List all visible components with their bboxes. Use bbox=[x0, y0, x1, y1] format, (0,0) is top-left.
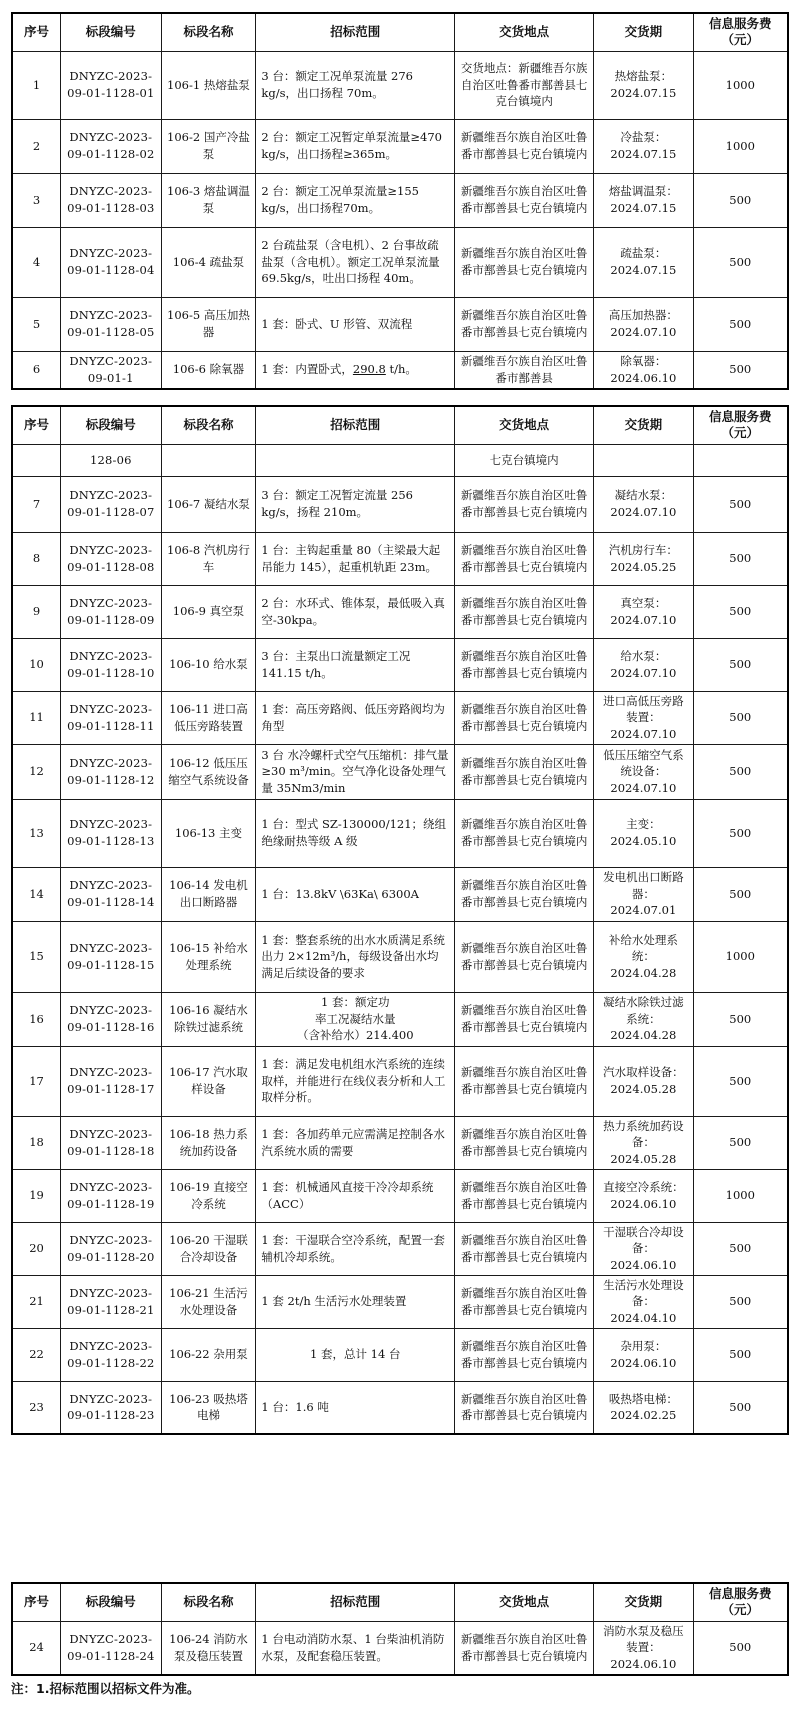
cell-fee: 500 bbox=[693, 476, 788, 532]
scope-line: 1 台电动消防水泵、1 台柴油机消防 bbox=[261, 1632, 445, 1647]
cell-no: 11 bbox=[12, 691, 61, 744]
cell-no: 19 bbox=[12, 1169, 61, 1222]
cell-code: DNYZC-2023-09-01-1128-19 bbox=[61, 1169, 161, 1222]
header-no: 序号 bbox=[12, 13, 61, 51]
header-scope: 招标范围 bbox=[256, 1583, 455, 1621]
header-code: 标段编号 bbox=[61, 406, 161, 444]
cell-name: 106-8 汽机房行车 bbox=[161, 532, 256, 585]
cell-name: 106-6 除氧器 bbox=[161, 351, 256, 389]
cell-scope: 1 台：型式 SZ-130000/121；绕组绝缘耐热等级 A 级 bbox=[256, 799, 455, 867]
cell-name: 106-3 熔盐调温泵 bbox=[161, 173, 256, 227]
cell-no: 24 bbox=[12, 1621, 61, 1675]
cell-delivery: 真空泵：2024.07.10 bbox=[594, 585, 693, 638]
table-row bbox=[12, 691, 788, 744]
cell-code: DNYZC-2023-09-01-1128-20 bbox=[61, 1222, 161, 1275]
cell-fee: 1000 bbox=[693, 1169, 788, 1222]
cell-code: DNYZC-2023-09-01-1128-16 bbox=[61, 992, 161, 1046]
header-location: 交货地点 bbox=[455, 406, 594, 444]
cell-fee: 1000 bbox=[693, 921, 788, 992]
header-delivery: 交货期 bbox=[594, 1583, 693, 1621]
cell-fee: 500 bbox=[693, 992, 788, 1046]
cell-scope: 1 套：机械通风直接干冷冷却系统（ACC） bbox=[256, 1169, 455, 1222]
cell-code: DNYZC-2023-09-01-1128-08 bbox=[61, 532, 161, 585]
cell-code: DNYZC-2023-09-01-1128-07 bbox=[61, 476, 161, 532]
cell-fee: 500 bbox=[693, 1621, 788, 1675]
cell-code: DNYZC-2023-09-01-1128-15 bbox=[61, 921, 161, 992]
cell-scope bbox=[256, 1621, 455, 1675]
scope-line: 率工况凝结水量 bbox=[315, 1011, 396, 1026]
cell-location: 新疆维吾尔族自治区吐鲁番市鄯善县七克台镇境内 bbox=[455, 297, 594, 351]
cell-name: 106-12 低压压缩空气系统设备 bbox=[161, 744, 256, 799]
cell-code: DNYZC-2023-09-01-1128-12 bbox=[61, 744, 161, 799]
cell-name: 106-7 凝结水泵 bbox=[161, 476, 256, 532]
cell-name: 106-4 疏盐泵 bbox=[161, 227, 256, 297]
table-row bbox=[12, 476, 788, 532]
cell-no: 23 bbox=[12, 1381, 61, 1434]
cell-no: 1 bbox=[12, 51, 61, 119]
cell-no: 3 bbox=[12, 173, 61, 227]
table-row bbox=[12, 1328, 788, 1381]
cell-no: 18 bbox=[12, 1116, 61, 1169]
cell-code: DNYZC-2023-09-01-1128-11 bbox=[61, 691, 161, 744]
cell-code: DNYZC-2023-09-01-1128-04 bbox=[61, 227, 161, 297]
table-row bbox=[12, 867, 788, 921]
cell-location: 新疆维吾尔族自治区吐鲁番市鄯善县七克台镇境内 bbox=[455, 1621, 594, 1675]
cell-code: 128-06 bbox=[61, 444, 161, 476]
cell-scope: 3 台：额定工况暂定流量 256 kg/s，扬程 210m。 bbox=[256, 476, 455, 532]
cell-delivery: 凝结水除铁过滤系统：2024.04.28 bbox=[594, 992, 693, 1046]
header-row bbox=[12, 13, 788, 51]
cell-fee: 500 bbox=[693, 1381, 788, 1434]
header-scope: 招标范围 bbox=[256, 406, 455, 444]
cell-location: 新疆维吾尔族自治区吐鲁番市鄯善县七克台镇境内 bbox=[455, 173, 594, 227]
cell-location: 新疆维吾尔族自治区吐鲁番市鄯善县七克台镇境内 bbox=[455, 1169, 594, 1222]
header-location: 交货地点 bbox=[455, 1583, 594, 1621]
cell-location: 新疆维吾尔族自治区吐鲁番市鄯善县七克台镇境内 bbox=[455, 1328, 594, 1381]
table-row bbox=[12, 1621, 788, 1675]
cell-code: DNYZC-2023-09-01-1128-09 bbox=[61, 585, 161, 638]
cell-delivery: 给水泵：2024.07.10 bbox=[594, 638, 693, 691]
cell-fee: 500 bbox=[693, 532, 788, 585]
cell-scope: 3 台：额定工况单泵流量 276 kg/s，出口扬程 70m。 bbox=[256, 51, 455, 119]
cell-fee: 500 bbox=[693, 691, 788, 744]
cell-location: 新疆维吾尔族自治区吐鲁番市鄯善县七克台镇境内 bbox=[455, 867, 594, 921]
cell-delivery: 疏盐泵：2024.07.15 bbox=[594, 227, 693, 297]
scope-line: （含补给水）214.400 bbox=[296, 1028, 414, 1043]
bid-table-part-3 bbox=[11, 1582, 789, 1676]
bid-table-part-1 bbox=[11, 12, 789, 390]
cell-fee: 500 bbox=[693, 799, 788, 867]
cell-code: DNYZC-2023-09-01-1128-14 bbox=[61, 867, 161, 921]
cell-location: 新疆维吾尔族自治区吐鲁番市鄯善县七克台镇境内 bbox=[455, 1222, 594, 1275]
table-row bbox=[12, 1222, 788, 1275]
cell-delivery: 低压压缩空气系统设备：2024.07.10 bbox=[594, 744, 693, 799]
cell-scope: 1 套：卧式、U 形管、双流程 bbox=[256, 297, 455, 351]
cell-name: 106-15 补给水处理系统 bbox=[161, 921, 256, 992]
cell-location: 新疆维吾尔族自治区吐鲁番市鄯善县七克台镇境内 bbox=[455, 992, 594, 1046]
cell-fee: 1000 bbox=[693, 51, 788, 119]
cell-delivery: 吸热塔电梯：2024.02.25 bbox=[594, 1381, 693, 1434]
cell-name: 106-20 干湿联合冷却设备 bbox=[161, 1222, 256, 1275]
cell-scope: 3 台：主泵出口流量额定工况 141.15 t/h。 bbox=[256, 638, 455, 691]
scope-unit: t/h。 bbox=[389, 362, 417, 377]
cell-no: 9 bbox=[12, 585, 61, 638]
cell-fee: 500 bbox=[693, 1275, 788, 1328]
table-row bbox=[12, 297, 788, 351]
cell-name: 106-14 发电机出口断路器 bbox=[161, 867, 256, 921]
cell-no: 22 bbox=[12, 1328, 61, 1381]
cell-no: 8 bbox=[12, 532, 61, 585]
cell-delivery: 干湿联合冷却设备：2024.06.10 bbox=[594, 1222, 693, 1275]
footnote: 注：1.招标范围以招标文件为准。 bbox=[11, 1681, 200, 1696]
cell-scope: 1 套：各加药单元应需满足控制各水汽系统水质的需要 bbox=[256, 1116, 455, 1169]
cell-code: DNYZC-2023-09-01-1128-10 bbox=[61, 638, 161, 691]
cell-fee: 500 bbox=[693, 351, 788, 389]
cell-no: 2 bbox=[12, 119, 61, 173]
header-code: 标段编号 bbox=[61, 13, 161, 51]
cell-scope: 3 台 水冷螺杆式空气压缩机：排气量≥30 m³/min。空气净化设备处理气量 35Nm3/min bbox=[256, 744, 455, 799]
table-row bbox=[12, 51, 788, 119]
header-name: 标段名称 bbox=[161, 406, 256, 444]
cell-no: 6 bbox=[12, 351, 61, 389]
cell-code: DNYZC-2023-09-01-1128-05 bbox=[61, 297, 161, 351]
cell-scope bbox=[256, 992, 455, 1046]
cell-scope: 1 台：13.8kV \63Ka\ 6300A bbox=[256, 867, 455, 921]
cell-scope: 2 台：水环式、锥体泵，最低吸入真空-30kpa。 bbox=[256, 585, 455, 638]
cell-name: 106-11 进口高低压旁路装置 bbox=[161, 691, 256, 744]
cell-name: 106-5 高压加热器 bbox=[161, 297, 256, 351]
cell-scope: 1 套，总计 14 台 bbox=[256, 1328, 455, 1381]
table-row bbox=[12, 1046, 788, 1116]
table-row bbox=[12, 227, 788, 297]
cell-fee: 500 bbox=[693, 744, 788, 799]
cell-name: 106-17 汽水取样设备 bbox=[161, 1046, 256, 1116]
cell-location: 新疆维吾尔族自治区吐鲁番市鄯善县 bbox=[455, 351, 594, 389]
table-row bbox=[12, 351, 788, 389]
cell-delivery: 汽水取样设备：2024.05.28 bbox=[594, 1046, 693, 1116]
cell-code: DNYZC-2023-09-01-1128-17 bbox=[61, 1046, 161, 1116]
cell-delivery: 高压加热器：2024.07.10 bbox=[594, 297, 693, 351]
scope-line: 1 套：额定功 bbox=[321, 995, 390, 1009]
cell-delivery: 杂用泵：2024.06.10 bbox=[594, 1328, 693, 1381]
cell-location: 新疆维吾尔族自治区吐鲁番市鄯善县七克台镇境内 bbox=[455, 227, 594, 297]
table-row bbox=[12, 992, 788, 1046]
cell-code: DNYZC-2023-09-01-1128-02 bbox=[61, 119, 161, 173]
cell-delivery: 除氧器：2024.06.10 bbox=[594, 351, 693, 389]
cell-scope: 2 台：额定工况单泵流量≥155 kg/s，出口扬程70m。 bbox=[256, 173, 455, 227]
cell-fee: 500 bbox=[693, 638, 788, 691]
cell-delivery: 进口高低压旁路装置：2024.07.10 bbox=[594, 691, 693, 744]
cell-scope: 2 台疏盐泵（含电机）、2 台事故疏盐泵（含电机）。额定工况单泵流量 69.5kg/s，吐出口扬程 40m。 bbox=[256, 227, 455, 297]
table-row bbox=[12, 1169, 788, 1222]
cell-fee: 1000 bbox=[693, 119, 788, 173]
header-name: 标段名称 bbox=[161, 13, 256, 51]
header-code: 标段编号 bbox=[61, 1583, 161, 1621]
cell-code: DNYZC-2023-09-01-1 bbox=[61, 351, 161, 389]
cell-code: DNYZC-2023-09-01-1128-22 bbox=[61, 1328, 161, 1381]
cell-delivery: 消防水泵及稳压装置：2024.06.10 bbox=[594, 1621, 693, 1675]
cell-delivery: 热熔盐泵：2024.07.15 bbox=[594, 51, 693, 119]
header-name: 标段名称 bbox=[161, 1583, 256, 1621]
cell-location: 新疆维吾尔族自治区吐鲁番市鄯善县七克台镇境内 bbox=[455, 691, 594, 744]
table-row bbox=[12, 921, 788, 992]
cell-name: 106-24 消防水泵及稳压装置 bbox=[161, 1621, 256, 1675]
cell-name: 106-9 真空泵 bbox=[161, 585, 256, 638]
cell-no: 15 bbox=[12, 921, 61, 992]
cell-location: 新疆维吾尔族自治区吐鲁番市鄯善县七克台镇境内 bbox=[455, 1116, 594, 1169]
continuation-row bbox=[12, 444, 788, 476]
scope-text: 1 套：内置卧式， bbox=[261, 362, 353, 377]
cell-name: 106-16 凝结水除铁过滤系统 bbox=[161, 992, 256, 1046]
table-row bbox=[12, 173, 788, 227]
cell-scope: 1 套：满足发电机组水汽系统的连续取样，并能进行在线仪表分析和人工取样分析。 bbox=[256, 1046, 455, 1116]
table-row bbox=[12, 1275, 788, 1328]
cell-scope: 2 台：额定工况暂定单泵流量≥470 kg/s，出口扬程≥365m。 bbox=[256, 119, 455, 173]
table-row bbox=[12, 638, 788, 691]
header-row bbox=[12, 406, 788, 444]
cell-no: 16 bbox=[12, 992, 61, 1046]
header-fee: 信息服务费（元） bbox=[693, 406, 788, 444]
cell-no: 10 bbox=[12, 638, 61, 691]
cell-name: 106-22 杂用泵 bbox=[161, 1328, 256, 1381]
cell-location: 新疆维吾尔族自治区吐鲁番市鄯善县七克台镇境内 bbox=[455, 119, 594, 173]
cell-location: 新疆维吾尔族自治区吐鲁番市鄯善县七克台镇境内 bbox=[455, 1275, 594, 1328]
cell-scope: 1 套 2t/h 生活污水处理装置 bbox=[256, 1275, 455, 1328]
table-row bbox=[12, 744, 788, 799]
cell-code: DNYZC-2023-09-01-1128-18 bbox=[61, 1116, 161, 1169]
cell-location: 新疆维吾尔族自治区吐鲁番市鄯善县七克台镇境内 bbox=[455, 799, 594, 867]
cell-delivery: 冷盐泵：2024.07.15 bbox=[594, 119, 693, 173]
cell-location: 新疆维吾尔族自治区吐鲁番市鄯善县七克台镇境内 bbox=[455, 476, 594, 532]
cell-fee: 500 bbox=[693, 1222, 788, 1275]
cell-scope: 1 台：1.6 吨 bbox=[256, 1381, 455, 1434]
cell-location: 新疆维吾尔族自治区吐鲁番市鄯善县七克台镇境内 bbox=[455, 532, 594, 585]
table-row bbox=[12, 532, 788, 585]
cell-delivery: 主变：2024.05.10 bbox=[594, 799, 693, 867]
header-fee: 信息服务费（元） bbox=[693, 13, 788, 51]
header-scope: 招标范围 bbox=[256, 13, 455, 51]
cell-location: 七克台镇境内 bbox=[455, 444, 594, 476]
cell-no: 14 bbox=[12, 867, 61, 921]
cell-scope: 1 套：高压旁路阀、低压旁路阀均为角型 bbox=[256, 691, 455, 744]
cell-no: 21 bbox=[12, 1275, 61, 1328]
cell-scope: 1 套：干湿联合空冷系统，配置一套辅机冷却系统。 bbox=[256, 1222, 455, 1275]
cell-location: 新疆维吾尔族自治区吐鲁番市鄯善县七克台镇境内 bbox=[455, 585, 594, 638]
cell-location: 新疆维吾尔族自治区吐鲁番市鄯善县七克台镇境内 bbox=[455, 1381, 594, 1434]
header-location: 交货地点 bbox=[455, 13, 594, 51]
cell-location: 新疆维吾尔族自治区吐鲁番市鄯善县七克台镇境内 bbox=[455, 921, 594, 992]
cell-name: 106-21 生活污水处理设备 bbox=[161, 1275, 256, 1328]
cell-name: 106-10 给水泵 bbox=[161, 638, 256, 691]
cell-no: 5 bbox=[12, 297, 61, 351]
cell-name: 106-13 主变 bbox=[161, 799, 256, 867]
cell-no: 20 bbox=[12, 1222, 61, 1275]
cell-name: 106-2 国产冷盐泵 bbox=[161, 119, 256, 173]
cell-no: 4 bbox=[12, 227, 61, 297]
cell-delivery: 补给水处理系统：2024.04.28 bbox=[594, 921, 693, 992]
cell-no: 7 bbox=[12, 476, 61, 532]
cell-location: 新疆维吾尔族自治区吐鲁番市鄯善县七克台镇境内 bbox=[455, 744, 594, 799]
cell-name: 106-23 吸热塔电梯 bbox=[161, 1381, 256, 1434]
cell-code: DNYZC-2023-09-01-1128-23 bbox=[61, 1381, 161, 1434]
cell-scope: 1 套：整套系统的出水水质满足系统出力 2×12m³/h，每级设备出水均满足后续设备的要求 bbox=[256, 921, 455, 992]
cell-delivery: 熔盐调温泵：2024.07.15 bbox=[594, 173, 693, 227]
cell-location: 新疆维吾尔族自治区吐鲁番市鄯善县七克台镇境内 bbox=[455, 638, 594, 691]
cell-fee: 500 bbox=[693, 1328, 788, 1381]
cell-no: 13 bbox=[12, 799, 61, 867]
cell-delivery: 热力系统加药设备：2024.05.28 bbox=[594, 1116, 693, 1169]
cell-fee: 500 bbox=[693, 1046, 788, 1116]
cell-code: DNYZC-2023-09-01-1128-24 bbox=[61, 1621, 161, 1675]
cell-name: 106-18 热力系统加药设备 bbox=[161, 1116, 256, 1169]
header-row bbox=[12, 1583, 788, 1621]
scope-line: 水泵，及配套稳压装置。 bbox=[261, 1648, 388, 1663]
cell-delivery: 生活污水处理设备：2024.04.10 bbox=[594, 1275, 693, 1328]
cell-fee: 500 bbox=[693, 585, 788, 638]
cell-code: DNYZC-2023-09-01-1128-01 bbox=[61, 51, 161, 119]
table-row bbox=[12, 799, 788, 867]
cell-delivery: 凝结水泵：2024.07.10 bbox=[594, 476, 693, 532]
cell-delivery: 直接空冷系统：2024.06.10 bbox=[594, 1169, 693, 1222]
cell-no: 17 bbox=[12, 1046, 61, 1116]
header-delivery: 交货期 bbox=[594, 406, 693, 444]
cell-fee: 500 bbox=[693, 867, 788, 921]
table-row bbox=[12, 585, 788, 638]
bid-table-part-2 bbox=[11, 405, 789, 1435]
cell-delivery: 汽机房行车：2024.05.25 bbox=[594, 532, 693, 585]
cell-name: 106-1 热熔盐泵 bbox=[161, 51, 256, 119]
header-no: 序号 bbox=[12, 1583, 61, 1621]
cell-fee: 500 bbox=[693, 173, 788, 227]
cell-name: 106-19 直接空冷系统 bbox=[161, 1169, 256, 1222]
scope-underlined-value: 290.8 bbox=[352, 362, 386, 377]
cell-code: DNYZC-2023-09-01-1128-03 bbox=[61, 173, 161, 227]
table-row bbox=[12, 1381, 788, 1434]
cell-scope: 1 台：主钩起重量 80（主梁最大起吊能力 145），起重机轨距 23m。 bbox=[256, 532, 455, 585]
header-delivery: 交货期 bbox=[594, 13, 693, 51]
cell-location: 交货地点：新疆维吾尔族自治区吐鲁番市鄯善县七克台镇境内 bbox=[455, 51, 594, 119]
cell-code: DNYZC-2023-09-01-1128-13 bbox=[61, 799, 161, 867]
cell-no: 12 bbox=[12, 744, 61, 799]
table-row bbox=[12, 119, 788, 173]
header-no: 序号 bbox=[12, 406, 61, 444]
cell-delivery: 发电机出口断路器：2024.07.01 bbox=[594, 867, 693, 921]
cell-fee: 500 bbox=[693, 227, 788, 297]
cell-location: 新疆维吾尔族自治区吐鲁番市鄯善县七克台镇境内 bbox=[455, 1046, 594, 1116]
cell-scope bbox=[256, 351, 455, 389]
table-row bbox=[12, 1116, 788, 1169]
cell-fee: 500 bbox=[693, 297, 788, 351]
header-fee: 信息服务费（元） bbox=[693, 1583, 788, 1621]
cell-code: DNYZC-2023-09-01-1128-21 bbox=[61, 1275, 161, 1328]
cell-fee: 500 bbox=[693, 1116, 788, 1169]
